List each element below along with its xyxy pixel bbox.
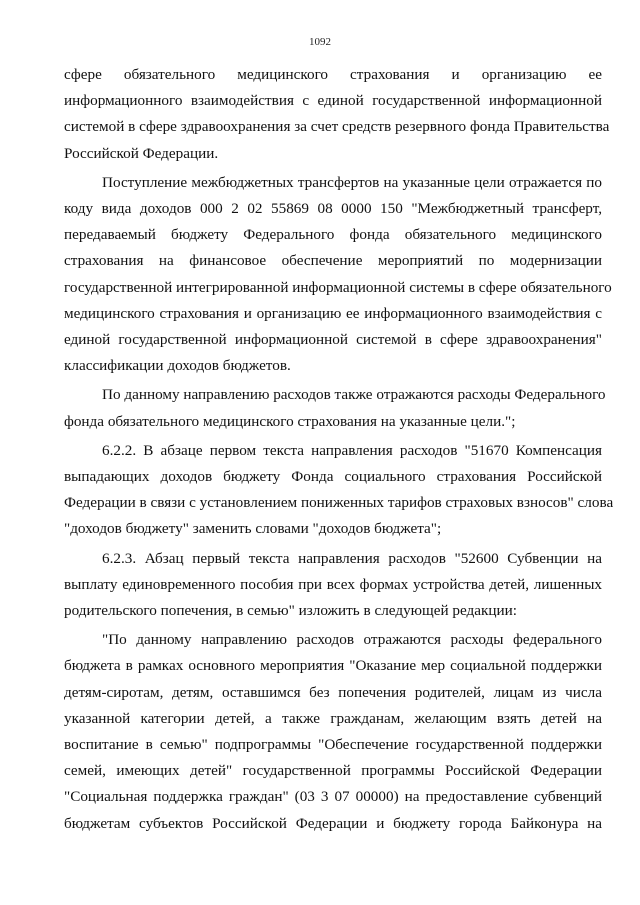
text-line: бюджета в рамках основного мероприятия "Оказание мер социальной поддержки bbox=[64, 657, 602, 675]
text-line: 6.2.3. Абзац первый текста направления расходов "52600 Субвенции на bbox=[102, 549, 602, 567]
text-line: классификации доходов бюджетов. bbox=[64, 357, 291, 375]
text-line: 6.2.2. В абзаце первом текста направления расходов "51670 Компенсация bbox=[102, 441, 602, 459]
text-line: Российской Федерации. bbox=[64, 144, 219, 162]
text-line: выплату единовременного пособия при всех формах устройства детей, лишенных bbox=[64, 575, 602, 593]
text-line: передаваемый бюджету Федерального фонда обязательного медицинского bbox=[64, 226, 602, 244]
page-number: 1092 bbox=[309, 36, 331, 48]
text-line: родительского попечения, в семью" изложить в следующей редакции: bbox=[64, 602, 517, 620]
text-line: медицинского страхования и организацию ее информационного взаимодействия с bbox=[64, 304, 602, 322]
text-line: коду вида доходов 000 2 02 55869 08 0000 150 "Межбюджетный трансферт, bbox=[64, 200, 602, 218]
paragraph bbox=[64, 382, 606, 434]
text-line: государственной интегрированной информационной системы в сфере обязательного bbox=[64, 278, 612, 296]
paragraph bbox=[64, 170, 612, 380]
text-line: семей, имеющих детей" государственной программы Российской Федерации bbox=[64, 762, 602, 780]
text-line: "доходов бюджету" заменить словами "доходов бюджета"; bbox=[64, 520, 442, 538]
text-line: единой государственной информационной системой в сфере здравоохранения" bbox=[64, 331, 602, 349]
text-line: "Социальная поддержка граждан" (03 3 07 00000) на предоставление субвенций bbox=[64, 788, 602, 806]
paragraph bbox=[64, 627, 602, 837]
paragraph bbox=[64, 438, 614, 543]
text-line: страхования на финансовое обеспечение мероприятий по модернизации bbox=[64, 252, 602, 270]
text-line: Поступление межбюджетных трансфертов на указанные цели отражается по bbox=[102, 173, 602, 191]
text-line: "По данному направлению расходов отражаются расходы федерального bbox=[102, 631, 602, 649]
text-line: выпадающих доходов бюджету Фонда социального страхования Российской bbox=[64, 468, 602, 486]
text-line: указанной категории детей, а также гражданам, желающим взять детей на bbox=[64, 709, 602, 727]
text-line: По данному направлению расходов также отражаются расходы Федерального bbox=[102, 386, 606, 404]
text-line: сфере обязательного медицинского страхования и организацию ее bbox=[64, 66, 602, 83]
text-line: информационного взаимодействия с единой государственной информационной bbox=[64, 92, 602, 110]
text-line: детям-сиротам, детям, оставшимся без попечения родителей, лицам из числа bbox=[64, 683, 602, 701]
text-line: воспитание в семью" подпрограммы "Обеспечение государственной поддержки bbox=[64, 736, 602, 754]
text-line: системой в сфере здравоохранения за счет средств резервного фонда Правительства bbox=[64, 118, 610, 136]
paragraph bbox=[64, 62, 610, 167]
text-line: бюджетам субъектов Российской Федерации и бюджету города Байконура на bbox=[64, 814, 602, 832]
document-body bbox=[64, 62, 614, 840]
text-line: Федерации в связи с установлением пониженных тарифов страховых взносов" слова bbox=[64, 494, 614, 512]
text-line: фонда обязательного медицинского страхования на указанные цели."; bbox=[64, 412, 516, 430]
paragraph bbox=[64, 546, 602, 625]
